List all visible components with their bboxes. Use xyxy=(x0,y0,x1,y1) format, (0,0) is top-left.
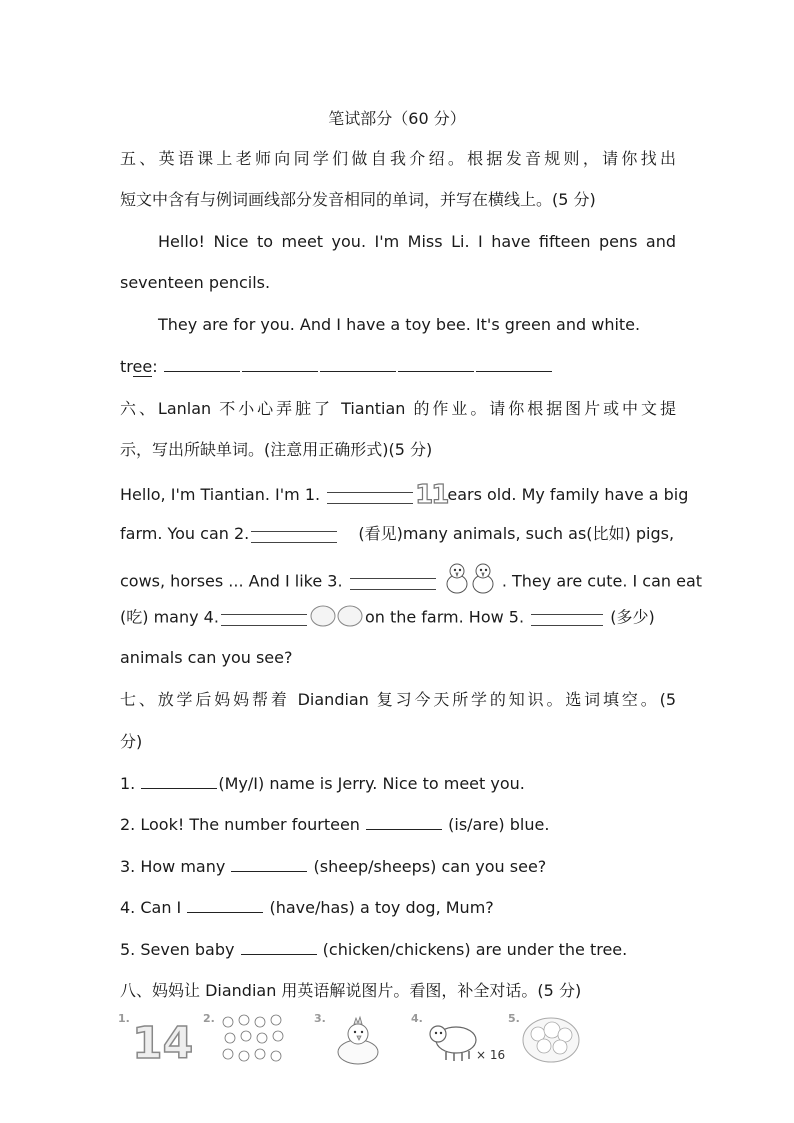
sheep-count-caption: × 16 xyxy=(476,1048,506,1062)
section8-pictures xyxy=(118,1012,678,1068)
answer-blank[interactable] xyxy=(231,857,307,872)
answer-blank[interactable] xyxy=(242,357,318,372)
example-word-prefix: tr xyxy=(120,357,133,376)
chicks-picture xyxy=(443,560,497,596)
fill-blank-3[interactable] xyxy=(350,578,436,590)
section8-instruction: 八、妈妈让 Diandian 用英语解说图片。看图，补全对话。(5 分) xyxy=(120,981,582,1000)
eggs-picture xyxy=(309,604,365,628)
fill-blank-1[interactable] xyxy=(327,492,413,504)
text-segment: . They are cute. I can eat xyxy=(501,571,703,591)
text-segment: (多少) xyxy=(610,607,655,627)
item-prefix: 4. Can I xyxy=(120,898,182,917)
answer-blank[interactable] xyxy=(241,940,317,955)
fill-blank-2[interactable] xyxy=(251,531,337,543)
item-prefix: 2. Look! The number fourteen xyxy=(120,815,360,834)
sheep-icon xyxy=(426,1012,482,1068)
item-prefix: 5. Seven baby xyxy=(120,940,235,959)
answer-blank[interactable] xyxy=(476,357,552,372)
answer-blank[interactable] xyxy=(320,357,396,372)
item-prefix: 1. xyxy=(120,774,136,793)
item-suffix: (chicken/chickens) are under the tree. xyxy=(322,940,628,959)
number-fourteen-picture: 14 xyxy=(132,1018,194,1069)
answer-blank[interactable] xyxy=(398,357,474,372)
section5-answer-line xyxy=(120,356,676,378)
section7-item-1 xyxy=(120,773,676,795)
page-title: 笔试部分（60 分） xyxy=(328,109,466,128)
number-eleven-picture: 11 xyxy=(415,480,448,510)
section6-line-3 xyxy=(120,564,703,600)
answer-blank[interactable] xyxy=(366,815,442,830)
item-suffix: (is/are) blue. xyxy=(448,815,550,834)
pic-number: 2. xyxy=(203,1012,215,1025)
item-suffix: (have/has) a toy dog, Mum? xyxy=(269,898,494,917)
pic-number: 5. xyxy=(508,1012,520,1025)
section7-item-4 xyxy=(120,897,676,919)
section7-item-2 xyxy=(120,814,676,836)
section6-line-5: animals can you see? xyxy=(120,648,293,667)
item-suffix: (sheep/sheeps) can you see? xyxy=(313,857,547,876)
answer-blank[interactable] xyxy=(164,357,240,372)
answer-blank[interactable] xyxy=(187,898,263,913)
text-segment: Hello, I'm Tiantian. I'm 1. xyxy=(120,485,321,504)
chickens-group-icon xyxy=(218,1012,288,1068)
text-segment: ears old. My family have a big xyxy=(447,485,689,504)
text-segment: farm. You can 2. xyxy=(120,524,250,543)
item-suffix: (My/I) name is Jerry. Nice to meet you. xyxy=(218,774,525,793)
section5-passage-1: Hello! Nice to meet you. I'm Miss Li. I have fifteen pens and xyxy=(158,232,676,251)
text-segment: (吃) many 4. xyxy=(120,607,219,627)
pic-number: 4. xyxy=(411,1012,423,1025)
section7-item-3 xyxy=(120,856,676,878)
item-prefix: 3. How many xyxy=(120,857,226,876)
section5-instruction-1: 五、英语课上老师向同学们做自我介绍。根据发音规则，请你找出 xyxy=(120,149,676,168)
answer-blank[interactable] xyxy=(141,774,217,789)
section7-item-5 xyxy=(120,939,676,961)
section5-instruction-2: 短文中含有与例词画线部分发音相同的单词，并写在横线上。(5 分) xyxy=(120,190,596,209)
pic-number: 1. xyxy=(118,1012,130,1025)
section7-instruction-1: 七、放学后妈妈帮着 Diandian 复习今天所学的知识。选词填空。(5 xyxy=(120,690,676,709)
example-word-underlined: ee xyxy=(132,357,153,376)
section5-passage-3: They are for you. And I have a toy bee. It's green and white. xyxy=(158,315,641,334)
text-segment: on the farm. How 5. xyxy=(364,607,525,627)
section6-line-2 xyxy=(120,523,676,545)
text-segment: (看见)many animals, such as(比如) pigs, xyxy=(358,524,675,543)
trees-icon xyxy=(520,1012,582,1068)
fill-blank-5[interactable] xyxy=(531,614,603,626)
example-word-suffix: : xyxy=(152,357,158,376)
hen-icon xyxy=(332,1012,384,1068)
section6-instruction-1: 六、Lanlan 不小心弄脏了 Tiantian 的作业。请你根据图片或中文提 xyxy=(120,399,676,418)
section7-instruction-2: 分) xyxy=(120,732,143,751)
section6-instruction-2: 示，写出所缺单词。(注意用正确形式)(5 分) xyxy=(120,440,433,459)
text-segment: cows, horses ... And I like 3. xyxy=(120,571,343,591)
section6-line-1 xyxy=(120,480,689,510)
fill-blank-4[interactable] xyxy=(221,614,307,626)
section6-line-4 xyxy=(120,606,676,630)
section5-passage-2: seventeen pencils. xyxy=(120,273,271,292)
pic-number: 3. xyxy=(314,1012,326,1025)
